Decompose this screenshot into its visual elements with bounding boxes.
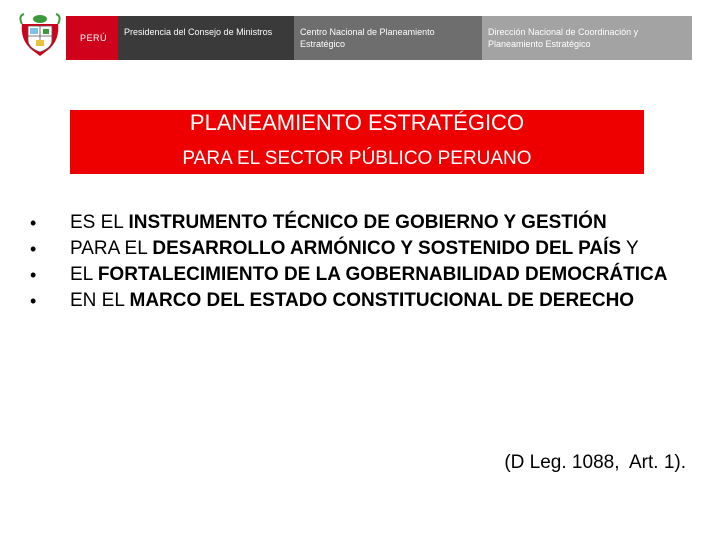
title-banner <box>70 110 644 174</box>
bullet-bold: DESARROLLO ARMÓNICO Y SOSTENIDO DEL PAÍS <box>152 238 622 259</box>
banner-subtitle: PARA EL SECTOR PÚBLICO PERUANO <box>182 148 532 169</box>
segment-ceplan: Centro Nacional de Planeamiento Estratégico <box>294 16 482 60</box>
banner-title: PLANEAMIENTO ESTRATÉGICO <box>189 110 525 135</box>
legal-citation: (D Leg. 1088, Art. 1). <box>504 452 686 473</box>
list-item <box>28 262 688 288</box>
segment-presidencia: Presidencia del Consejo de Ministros <box>118 16 294 60</box>
list-item <box>28 236 688 262</box>
bullet-bold: FORTALECIMIENTO DE LA GOBERNABILIDAD DEMOCRÁTICA <box>97 264 668 285</box>
bullet-bold: MARCO DEL ESTADO CONSTITUCIONAL DE DERECHO <box>129 290 635 311</box>
bullet-prefix: EL <box>70 264 98 285</box>
bullet-bold: INSTRUMENTO TÉCNICO DE GOBIERNO Y GESTIÓN <box>128 212 607 233</box>
list-item <box>28 210 688 236</box>
segment-direccion: Dirección Nacional de Coordinación y Planeamiento Estratégico <box>482 16 692 60</box>
peru-coat-of-arms-icon <box>18 10 62 58</box>
header-bar <box>0 0 720 70</box>
peru-label: PERÚ <box>66 16 118 60</box>
bullet-suffix: Y <box>621 238 639 259</box>
bullet-list <box>28 210 688 314</box>
bullet-prefix: PARA EL <box>70 238 153 259</box>
bullet-prefix: EN EL <box>70 290 130 311</box>
list-item <box>28 288 688 314</box>
bullet-prefix: ES EL <box>70 212 129 233</box>
